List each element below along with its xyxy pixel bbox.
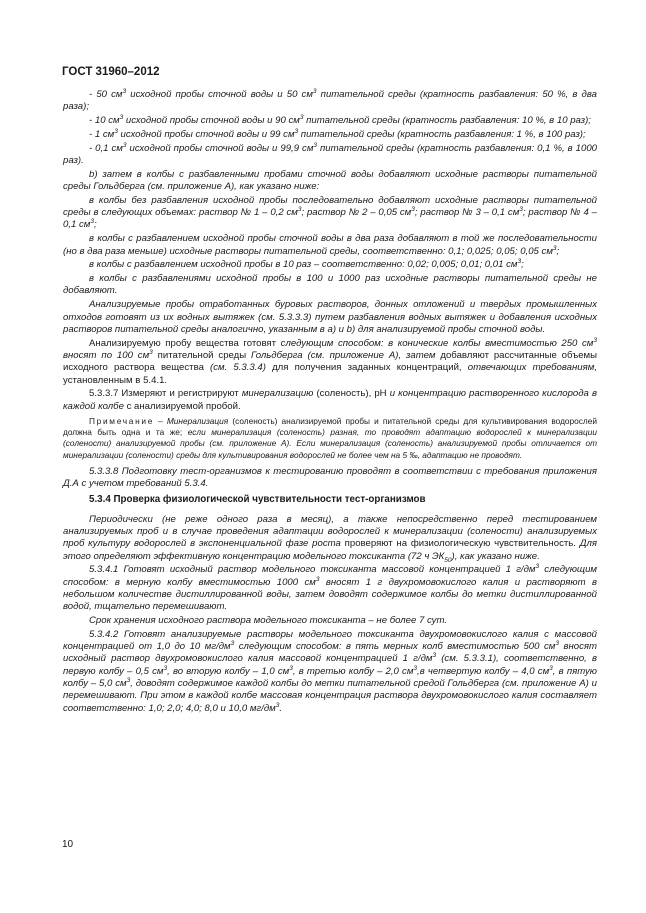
- paragraph-b: b) затем в колбы с разбавленными пробами сточной воды добавляют исходные растворы питательной среды Гольдберга (см. приложение А), как указано ниже:: [63, 168, 597, 193]
- paragraph-5-3-3-7: 5.3.3.7 Измеряют и регистрируют минерализацию (соленость), рН и концентрацию растворенного кислорода в каждой колбе с анализируемой пробой.: [63, 388, 597, 412]
- list-item-dilution-1: - 1 $см^3$ исходной пробы сточной воды и 99 $см^3$ питательной среды (кратность разбавления: 1 %, в 100 раз);: [89, 127, 586, 140]
- page-number: 10: [62, 839, 74, 850]
- paragraph-storage: Срок хранения исходного раствора модельного токсиканта – не более 7 сут.: [89, 615, 448, 626]
- paragraph-no-dilution: в колбы без разбавления исходной пробы последовательно добавляют исходные растворы питательной среды в следующих объемах: раствор № 1 – 0,2 $см^3$; раствор № 2 – 0,05 $см^3$; раствор № 3 – 0,1 $см^3$; раствор № 4 – 0,1 $см^3$;: [63, 194, 597, 231]
- list-item-dilution-0-1: - 0,1 $см^3$ исходной пробы сточной воды и 99,9 $см^3$ питательной среды (кратность разбавления: 0,1 %, в 1000 раз).: [63, 141, 597, 166]
- paragraph-substance: Анализируемую пробу вещества готовят следующим способом: в конические колбы вместимостью 250 $см^3$ вносят по 100 $см^3$ питательной среды Гольдберга (см. приложение А), затем добавляют рассчитанные объемы исходного раствора вещества (см. 5.3.3.4) для получения заданных концентраций, отвечающих требованиям, установленным в 5.4.1.: [63, 336, 598, 386]
- section-heading-5-3-4: 5.3.4 Проверка физиологической чувствительности тест-организмов: [89, 494, 426, 506]
- page-header: ГОСТ 31960–2012: [62, 66, 160, 78]
- paragraph-5-3-4-2: 5.3.4.2 Готовят анализируемые растворы модельного токсиканта двухромовокислого калия с массовой концентрацией от 1,0 до 10 $мг/дм^3$ следующим способом: в пять мерных колб вместимостью 500 $см^3$ вносят исходный раствор двухромовокислого калия массовой концентрацией 1 $г/дм^3$ (см. 5.3.3.1), соответственно, в первую колбу – 0,5 $см^3$, во вторую колбу – 1,0 $см^3$, в третью колбу – 2,0 $см^3,в$ четвертую колбу – 4,0 $см^3$, в пятую колбу – 5,0 $см^3$, доводят содержимое каждой колбы до метки питательной средой Гольдберга (см. приложение А) и перемешивают. При этом в каждой колбе массовая концентрация раствора двухромовокислого калия составляет соответственно: 1,0; 2,0; 4,0; 8,0 и 10,0 $мг/дм^3$.: [63, 628, 598, 714]
- paragraph-periodic: Периодически (не реже одного раза в месяц), а также непосредственно перед тестированием анализируемых проб и в случае проведения адаптации водорослей к минерализации (солености) анализируемых проб культуру водорослей в экспоненциальной фазе роста проверяют на физиологическую чувствительность. Для этого определяют эффективную концентрацию модельного токсиканта (72 ч $ЭК_{50}$), как указано ниже.: [63, 513, 598, 564]
- paragraph-5-3-4-1: 5.3.4.1 Готовят исходный раствор модельного токсиканта массовой концентрацией 1 $г/дм^3$ следующим способом: в мерную колбу вместимостью 1000 $см^3$ вносят 1 г двухромовокислого калия и растворяют в небольшом количестве дистиллированной воды, затем доводят содержимое колбы до метки дистиллированной водой, тщательно перемешивают.: [63, 563, 597, 613]
- list-item-dilution-10: - 10 $см^3$ исходной пробы сточной воды и 90 $см^3$ питательной среды (кратность разбавления: 10 %, в 10 раз);: [89, 113, 591, 127]
- note: Примечание – Минерализация (соленость) анализируемой пробы и питательной среды для культивирования водорослей должна быть одна и та же; если минерализация (соленость) разная, то проводят адаптацию водорослей к минерализации (солености) анализируемой пробы (см. приложение А). Если минерализация (соленость) анализируемой пробы отличается от минерализации (солености) среды для культивирования водорослей не более чем на 5 ‰, адаптацию не проводят.: [63, 415, 597, 460]
- list-item-dilution-50: - 50 $см^3$ исходной пробы сточной воды и 50 $см^3$ питательной среды (кратность разбавления: 50 %, в два раза);: [63, 87, 597, 113]
- paragraph-100-1000: в колбы с разбавлениями исходной пробы в 100 и 1000 раз исходные растворы питательной среды не добавляют.: [63, 273, 597, 297]
- paragraph-ten-fold: в колбы с разбавлением исходной пробы в 10 раз – соответственно: 0,02; 0,005; 0,01; 0,01 $см^3$;: [89, 258, 524, 271]
- paragraph-5-3-3-8: 5.3.3.8 Подготовку тест-организмов к тестированию проводят в соответствии с требования приложения Д.А с учетом требований 5.3.4.: [63, 465, 597, 490]
- document-body: [63, 89, 597, 716]
- paragraph-two-fold: в колбы с разбавлением исходной пробы сточной воды в два раза добавляют в той же последовательности (но в два раза меньше) исходные растворы питательной среды, соответственно: 0,1; 0,025; 0,05; 0,05 $см^3$;: [63, 233, 597, 257]
- paragraph-samples: Анализируемые пробы отработанных буровых растворов, донных отложений и твердых промышленных отходов готовят из их водных вытяжек (см. 5.3.3.3) путем разбавления водных вытяжек и добавления исходных растворов питательной среды аналогично, указанным в а) и b) для анализируемой пробы сточной воды.: [63, 299, 597, 335]
